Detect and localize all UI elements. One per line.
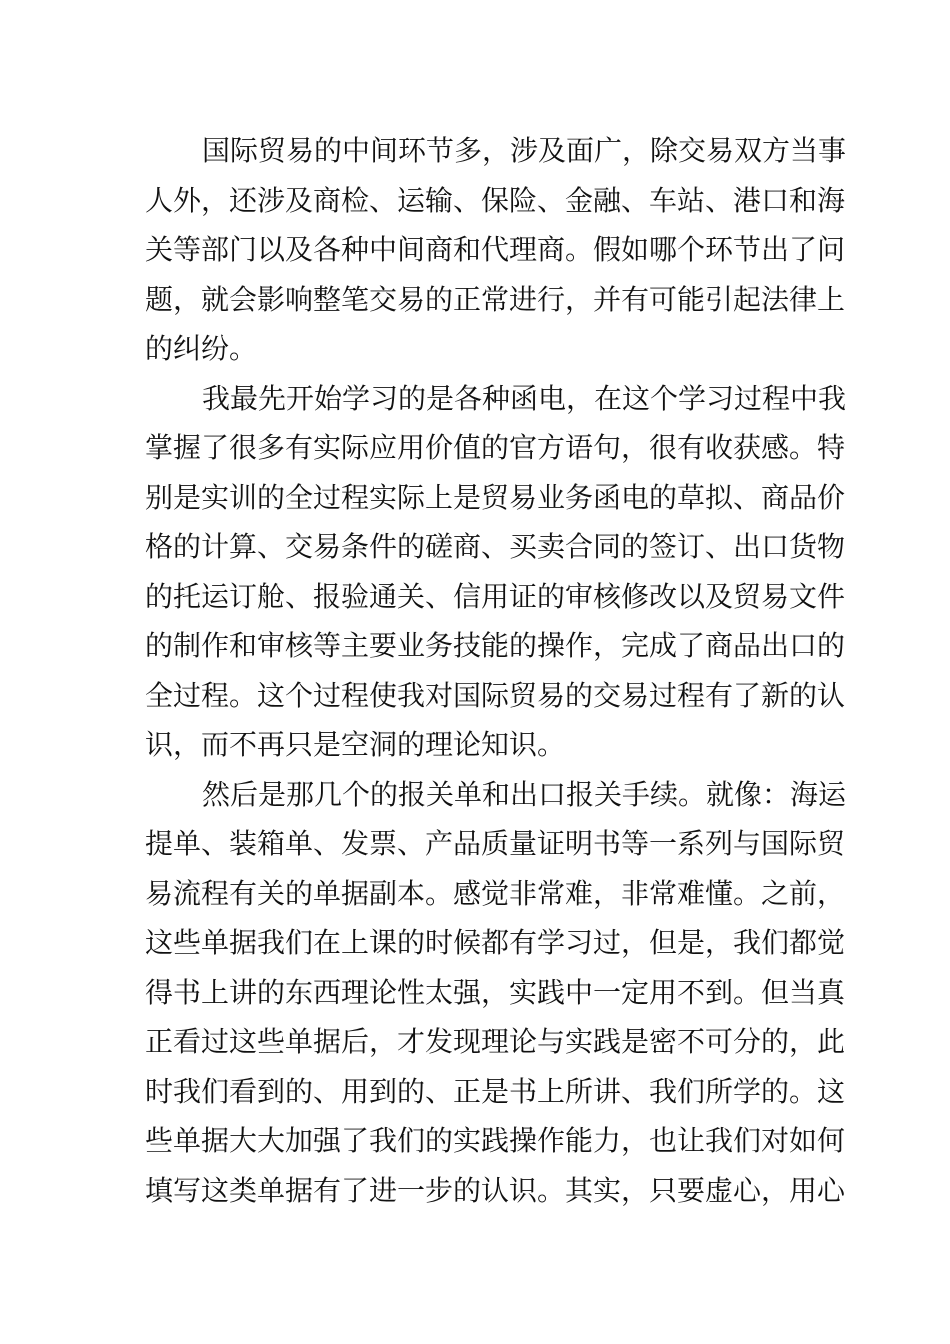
paragraph-line: 别是实训的全过程实际上是贸易业务函电的草拟、商品价 (145, 480, 846, 514)
paragraph-line: 全过程。这个过程使我对国际贸易的交易过程有了新的认 (145, 678, 846, 712)
paragraph-line: 提单、装箱单、发票、产品质量证明书等一系列与国际贸 (145, 827, 846, 860)
paragraph-line: 识，而不再只是空洞的理论知识。 (145, 728, 566, 761)
paragraph-line: 国际贸易的中间环节多，涉及面广，除交易双方当事 (202, 134, 847, 167)
paragraph-3 (145, 770, 847, 1216)
paragraph-line: 这些单据我们在上课的时候都有学习过，但是，我们都觉 (145, 926, 846, 959)
paragraph-line: 格的计算、交易条件的磋商、买卖合同的签订、出口货物 (145, 530, 846, 563)
paragraph-line: 关等部门以及各种中间商和代理商。假如哪个环节出了问 (145, 233, 846, 266)
paragraph-line: 填写这类单据有了进一步的认识。其实，只要虚心，用心 (145, 1173, 846, 1207)
paragraph-line: 的制作和审核等主要业务技能的操作，完成了商品出口的 (145, 629, 846, 662)
paragraph-line: 的纠纷。 (145, 332, 258, 365)
paragraph-line: 掌握了很多有实际应用价值的官方语句，很有收获感。特 (145, 431, 846, 464)
paragraph-line: 时我们看到的、用到的、正是书上所讲、我们所学的。这 (145, 1074, 846, 1108)
paragraph-line: 我最先开始学习的是各种函电，在这个学习过程中我 (202, 381, 847, 415)
paragraph-line: 正看过这些单据后，才发现理论与实践是密不可分的，此 (145, 1025, 846, 1058)
paragraph-2 (145, 374, 847, 770)
paragraph-line: 些单据大大加强了我们的实践操作能力，也让我们对如何 (145, 1124, 846, 1157)
paragraph-line: 人外，还涉及商检、运输、保险、金融、车站、港口和海 (145, 183, 846, 217)
paragraph-line: 的托运订舱、报验通关、信用证的审核修改以及贸易文件 (145, 579, 846, 613)
paragraph-line: 易流程有关的单据副本。感觉非常难，非常难懂。之前， (145, 876, 846, 910)
paragraph-line: 然后是那几个的报关单和出口报关手续。就像：海运 (202, 777, 847, 811)
paragraph-1 (145, 126, 847, 374)
document-body (145, 126, 847, 1215)
paragraph-line: 得书上讲的东西理论性太强，实践中一定用不到。但当真 (145, 975, 846, 1009)
paragraph-line: 题，就会影响整笔交易的正常进行，并有可能引起法律上 (145, 282, 846, 316)
